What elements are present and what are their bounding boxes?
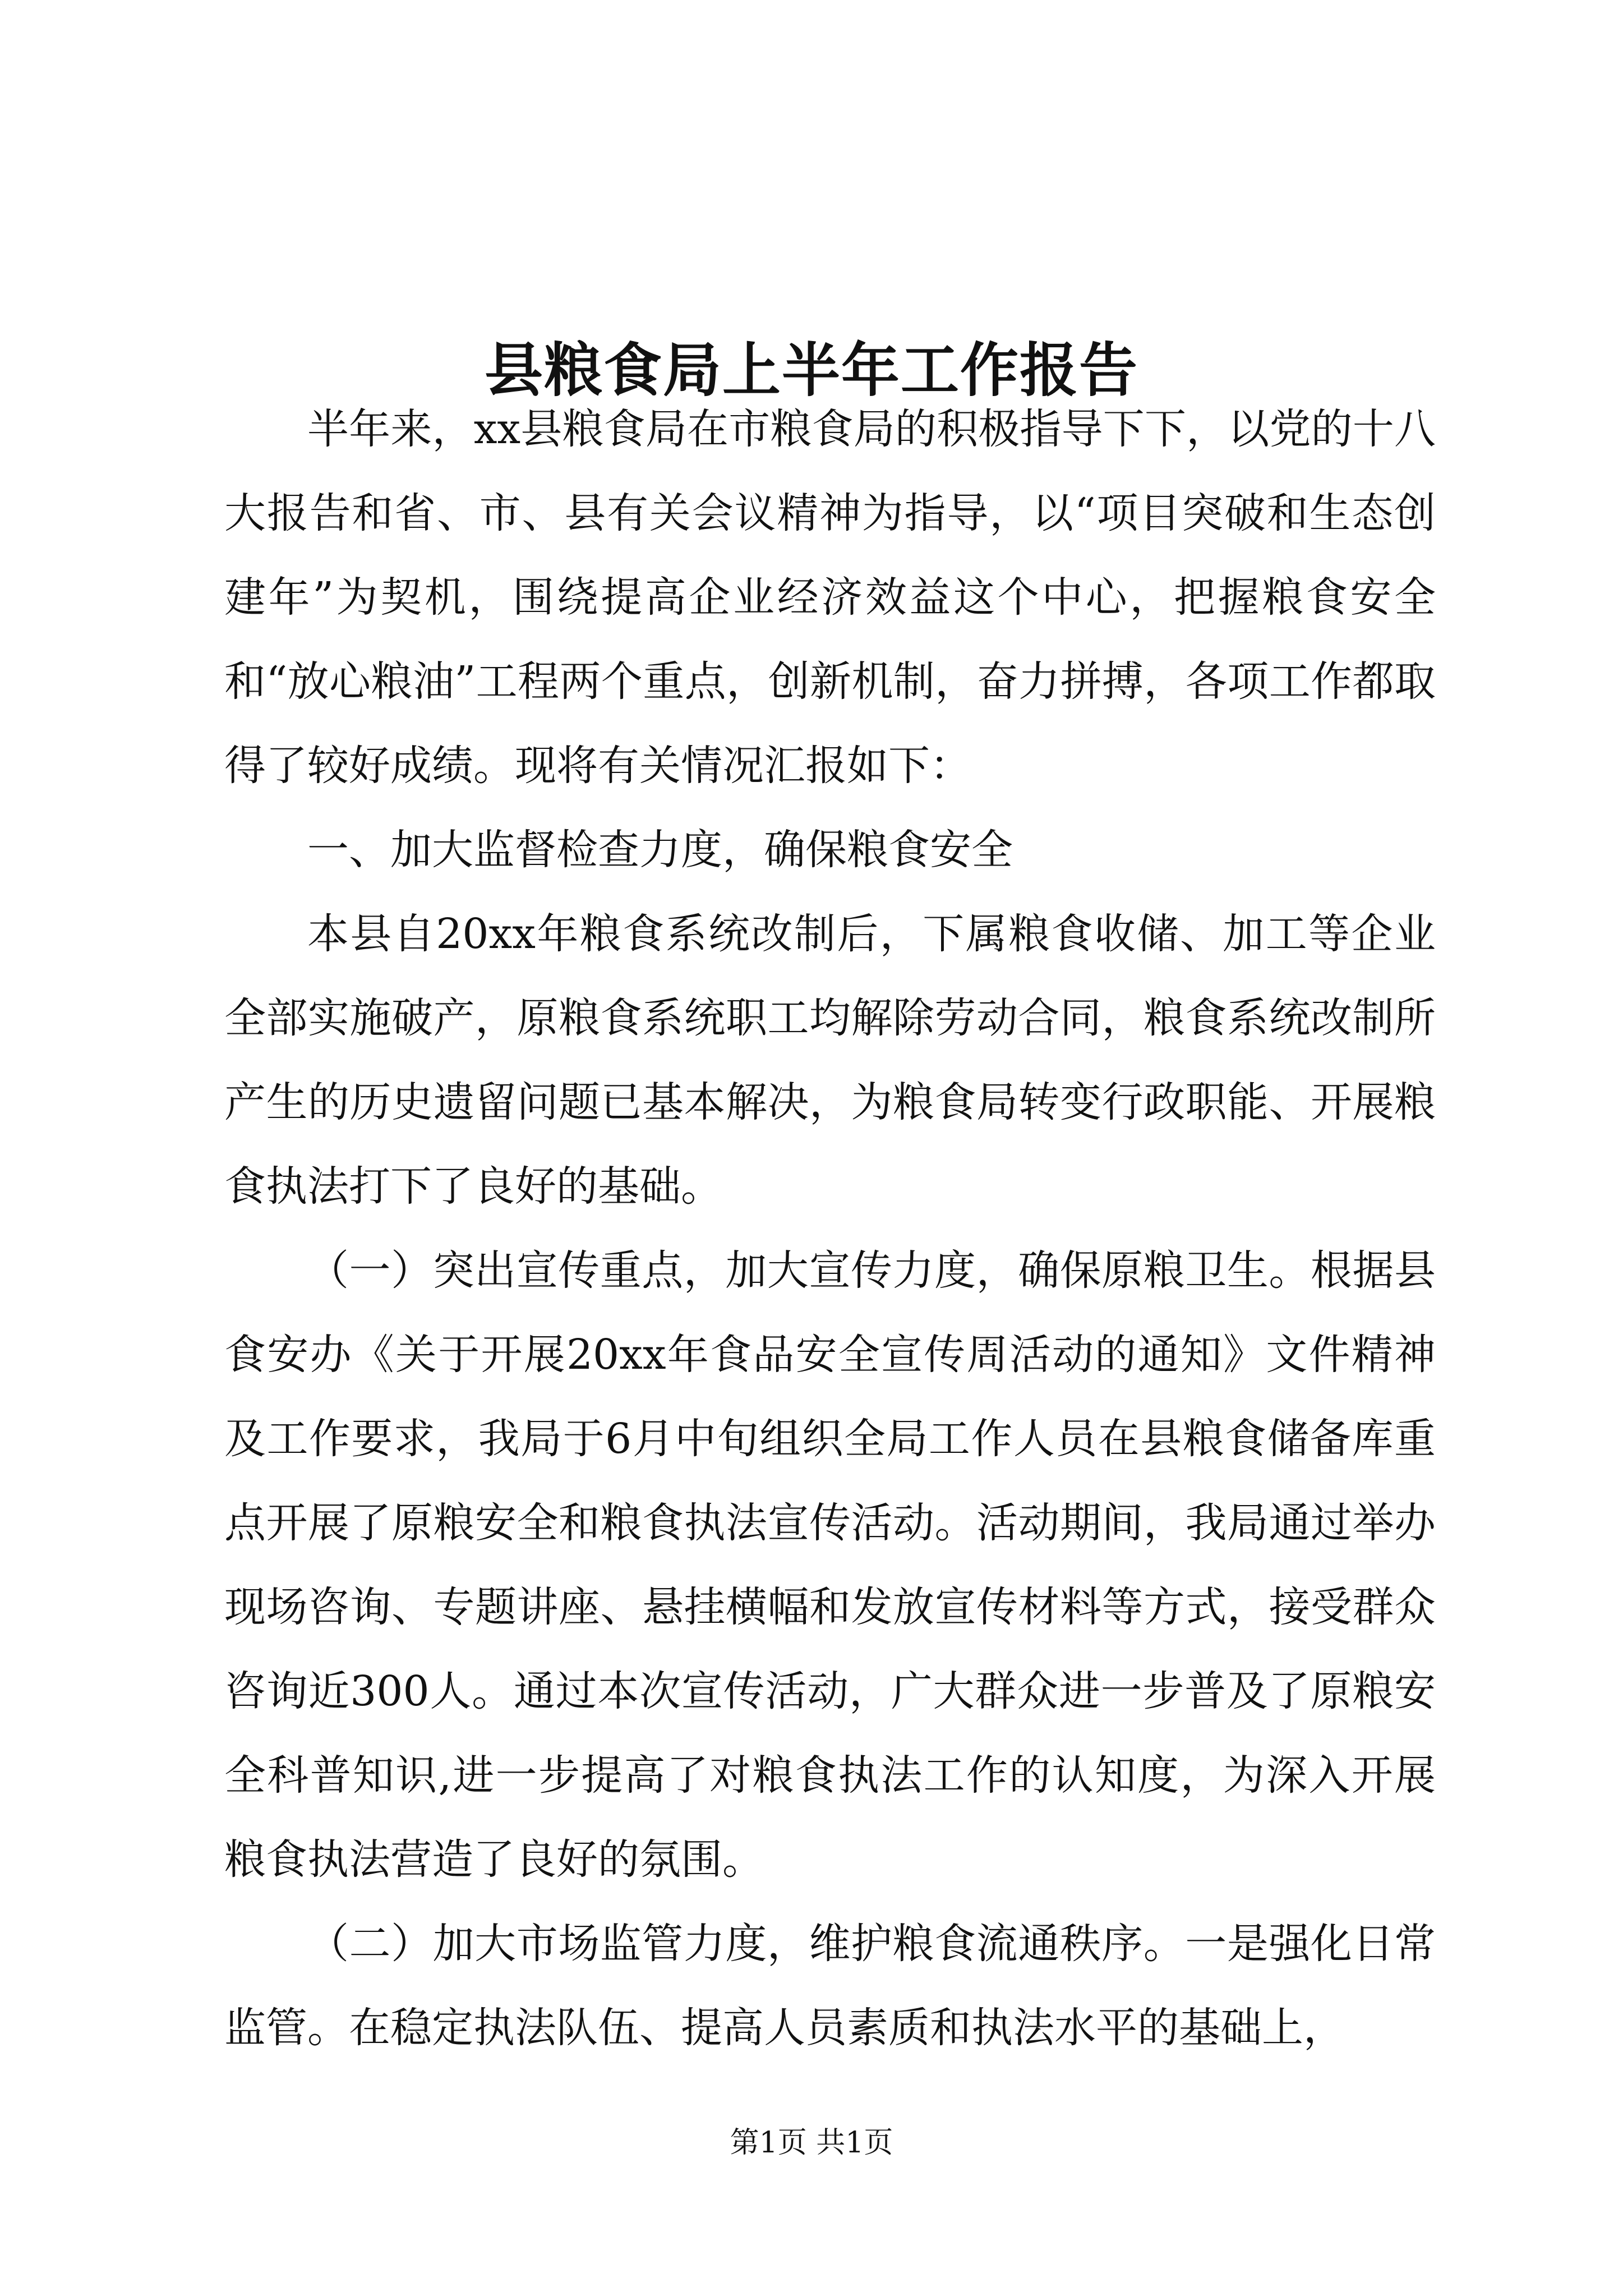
paragraph-item-1: （一）突出宣传重点，加大宣传力度，确保原粮卫生。根据县食安办《关于开展20xx年食品安全宣传周活动的通知》文件精神及工作要求，我局于6月中旬组织全局工作人员在县粮食储备库重点开展了原粮安全和粮食执法宣传活动。活动期间，我局通过举办现场咨询、专题讲座、悬挂横幅和发放宣传材料等方式，接受群众咨询近300人。通过本次宣传活动，广大群众进一步普及了原粮安全科普知识,进一步提高了对粮食执法工作的认知度，为深入开展粮食执法营造了良好的氛围。 bbox=[224, 1246, 1436, 1884]
paragraph-background: 本县自20xx年粮食系统改制后，下属粮食收储、加工等企业全部实施破产，原粮食系统职工均解除劳动合同，粮食系统改制所产生的历史遗留问题已基本解决，为粮食局转变行政职能、开展粮食执法打下了良好的基础。 bbox=[224, 910, 1436, 1211]
page-footer: 第1页 共1页 bbox=[730, 2126, 893, 2160]
paragraph-intro: 半年来，xx县粮食局在市粮食局的积极指导下下，以党的十八大报告和省、市、县有关会议精神为指导，以“项目突破和生态创建年”为契机，围绕提高企业经济效益这个中心，把握粮食安全和“放心粮油”工程两个重点，创新机制，奋力拼搏，各项工作都取得了较好成绩。现将有关情况汇报如下： bbox=[224, 405, 1436, 790]
document-title: 县粮食局上半年工作报告 bbox=[484, 335, 1138, 404]
paragraph-item-2: （二）加大市场监管力度，维护粮食流通秩序。一是强化日常监管。在稳定执法队伍、提高人员素质和执法水平的基础上， bbox=[224, 1920, 1436, 2052]
document-body bbox=[224, 387, 1436, 2070]
section-heading-1: 一、加大监督检查力度，确保粮食安全 bbox=[307, 826, 1013, 874]
